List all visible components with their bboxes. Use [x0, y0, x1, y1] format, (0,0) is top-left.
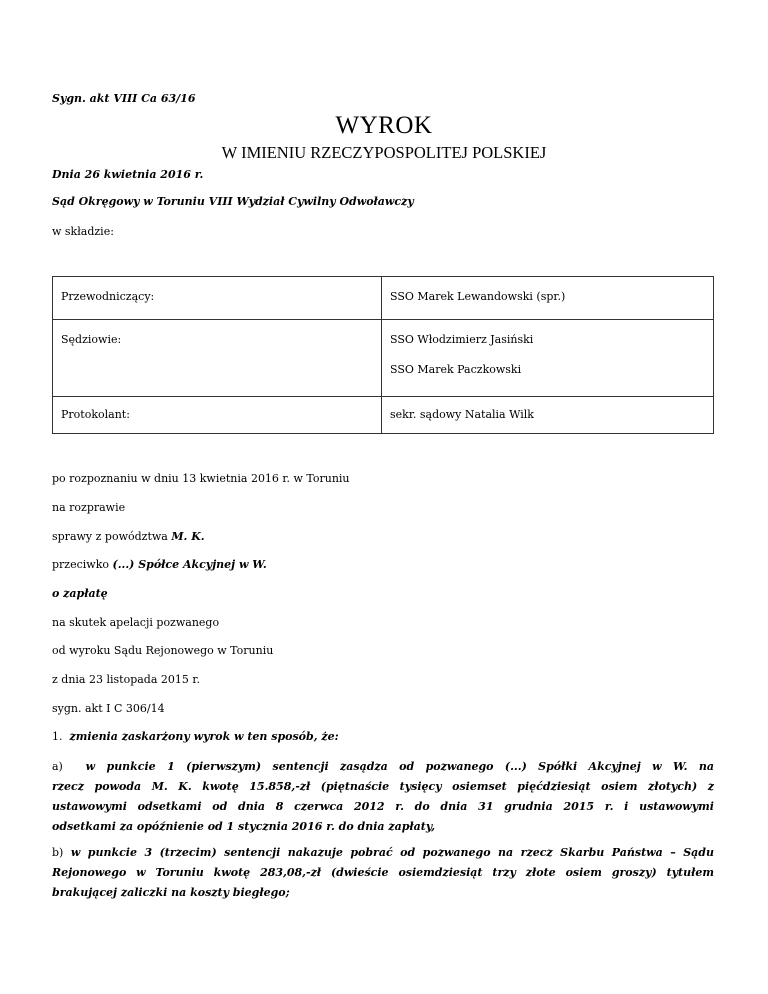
claim-prefix: sprawy z powództwa: [52, 530, 172, 543]
from-judgment-line: od wyroku Sądu Rejonowego w Toruniu: [52, 644, 274, 657]
role-cell: [53, 320, 382, 397]
judge-name: SSO Włodzimierz Jasiński: [390, 333, 534, 346]
point-number: 1.: [52, 730, 63, 743]
claim-line: [52, 530, 205, 543]
judgment-date: Dnia 26 kwietnia 2016 r.: [52, 168, 204, 181]
paragraph-line: rzecz powoda M. K. kwotę 15.858,-zł (piętnaście tysięcy osiemset pięćdziesiąt osiem złotych) z: [52, 780, 714, 793]
names-cell: [382, 320, 714, 397]
names-cell: [382, 397, 714, 434]
table-row: [53, 320, 714, 397]
subject-line: o zapłatę: [52, 587, 108, 600]
ruling-point-b: [52, 843, 714, 903]
role-cell: [53, 397, 382, 434]
first-instance-signature: sygn. akt I C 306/14: [52, 702, 165, 715]
judge-name: SSO Marek Paczkowski: [390, 363, 522, 376]
judgment-date-line: z dnia 23 listopada 2015 r.: [52, 673, 200, 686]
role-label: Protokolant:: [61, 408, 130, 421]
against-line: [52, 558, 267, 571]
role-cell: [53, 277, 382, 320]
court-name: Sąd Okręgowy w Toruniu VIII Wydział Cywilny Odwoławczy: [52, 195, 414, 208]
paragraph-line: [52, 757, 714, 777]
role-label: Przewodniczący:: [61, 290, 155, 303]
judge-name: SSO Marek Lewandowski (spr.): [390, 290, 566, 303]
paragraph-line: ustawowymi odsetkami od dnia 8 czerwca 2012 r. do dnia 31 grudnia 2015 r. i ustawowymi: [52, 800, 714, 813]
document-title: WYROK: [335, 112, 433, 139]
composition-intro: w składzie:: [52, 225, 114, 238]
hearing-line: na rozprawie: [52, 501, 126, 514]
table-row: [53, 277, 714, 320]
clerk-name: sekr. sądowy Natalia Wilk: [390, 408, 534, 421]
paragraph-line: odsetkami za opóźnienie od 1 stycznia 2016 r. do dnia zapłaty,: [52, 820, 436, 833]
ruling-point-a: [52, 757, 714, 837]
point-letter: a): [52, 760, 63, 773]
document-subtitle: W IMIENIU RZECZYPOSPOLITEJ POLSKIEJ: [221, 143, 547, 162]
heard-line: po rozpoznaniu w dniu 13 kwietnia 2016 r. w Toruniu: [52, 472, 350, 485]
composition-table: [52, 276, 714, 434]
paragraph-line: brakującej zaliczki na koszty biegłego;: [52, 886, 290, 899]
line-text: w punkcie 3 (trzecim) sentencji nakazuje pobrać od pozwanego na rzecz Skarbu Państwa – Sądu: [70, 846, 714, 859]
paragraph-line: Rejonowego w Toruniu kwotę 283,08,-zł (dwieście osiemdziesiąt trzy złote osiem groszy) tytułem: [52, 866, 714, 879]
against-prefix: przeciwko: [52, 558, 113, 571]
defendant: (...) Spółce Akcyjnej w W.: [112, 558, 267, 571]
point-text: zmienia zaskarżony wyrok w ten sposób, że:: [69, 730, 339, 743]
appeal-line: na skutek apelacji pozwanego: [52, 616, 220, 629]
ruling-point-1: [52, 730, 339, 743]
table-row: [53, 397, 714, 434]
line-text: w punkcie 1 (pierwszym) sentencji zasądza od pozwanego (...) Spółki Akcyjnej w W. na: [85, 760, 714, 773]
paragraph-line: [52, 843, 714, 863]
claimant: M. K.: [171, 530, 205, 543]
point-letter: b): [52, 846, 64, 859]
case-signature: Sygn. akt VIII Ca 63/16: [52, 92, 196, 105]
names-cell: [382, 277, 714, 320]
role-label: Sędziowie:: [61, 333, 122, 346]
